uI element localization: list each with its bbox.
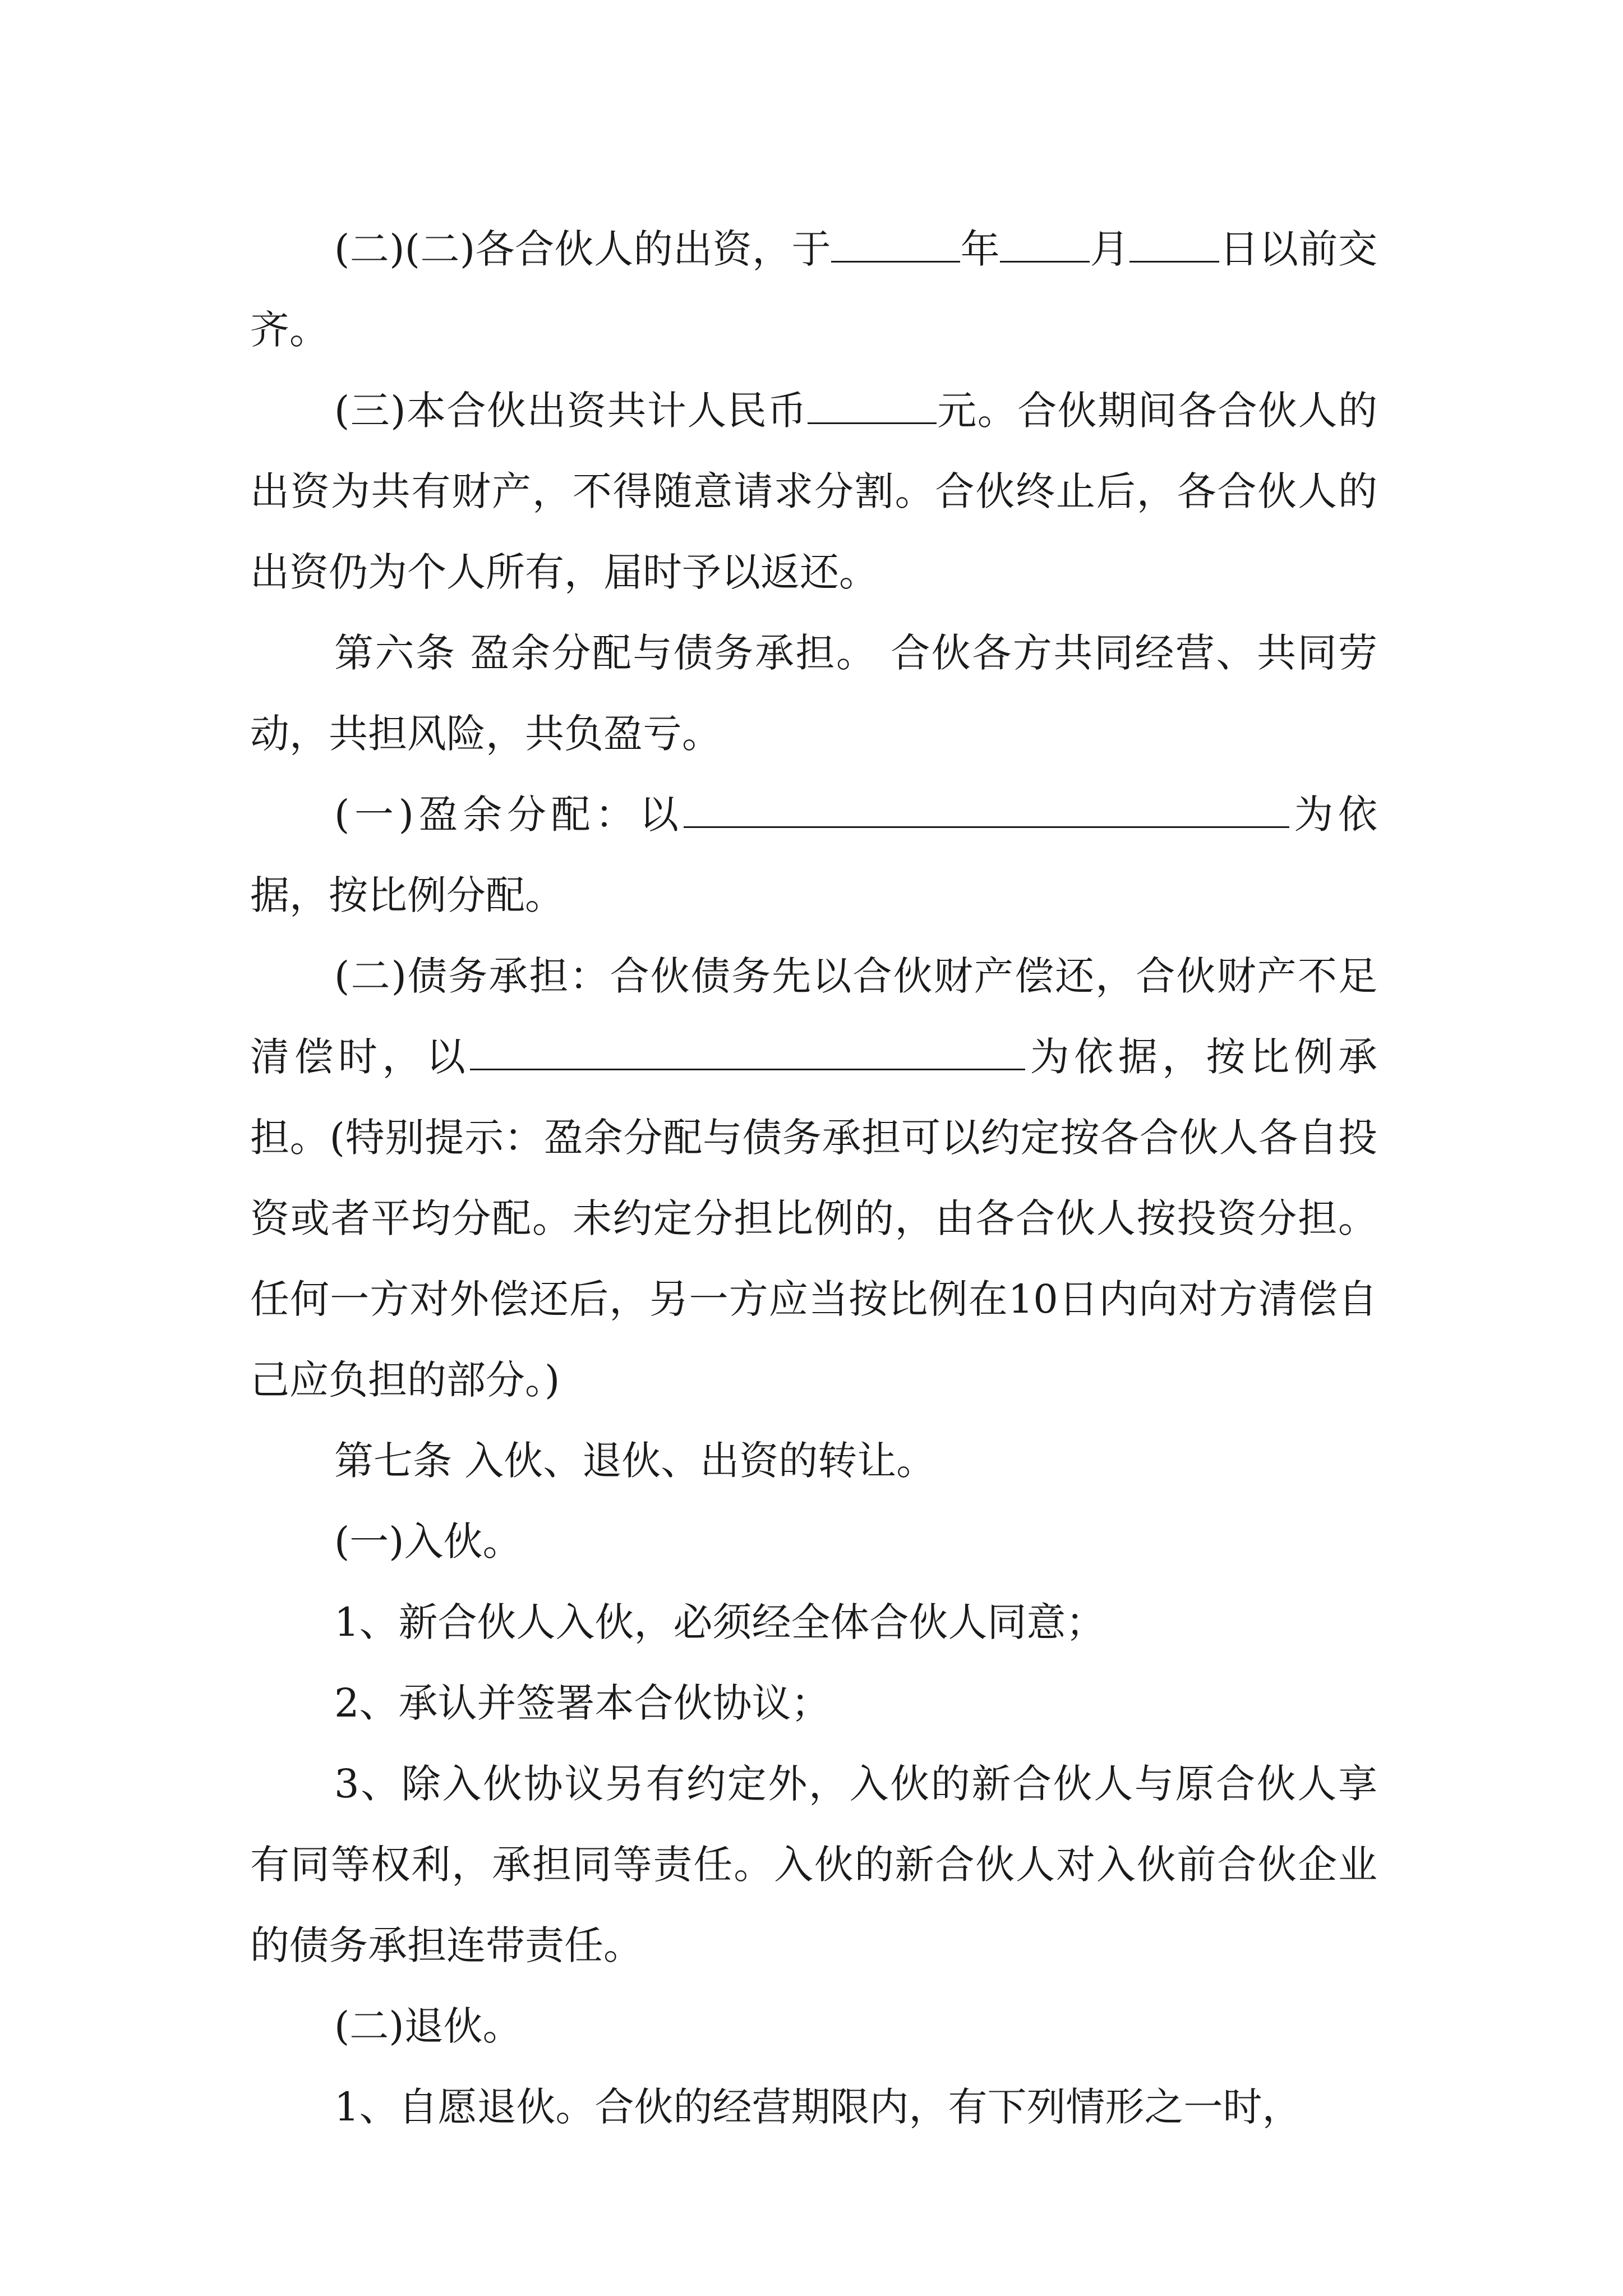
text-segment: 月 [1090, 226, 1130, 272]
withdrawal-item-1: 1、自愿退伙。合伙的经营期限内，有下列情形之一时， [334, 2084, 1302, 2130]
month-blank [1000, 229, 1090, 263]
text-segment: 元。合伙期间各合伙人的出资为共有财产，不得随意请求分割。合伙终止后，各合伙人的出资仍为个人所有，届时予以返还。 [250, 388, 1377, 595]
admission-item-3: 3、除入伙协议另有约定外，入伙的新合伙人与原合伙人享有同等权利，承担同等责任。入伙的新合伙人对入伙前合伙企业的债务承担连带责任。 [250, 1761, 1377, 1968]
article-seven-heading: 第七条 入伙、退伙、出资的转让。 [334, 1438, 936, 1484]
day-blank [1129, 229, 1219, 263]
text-segment: 年 [960, 226, 1000, 272]
text-segment: 为依据，按比例分配。 [250, 792, 1377, 918]
text-segment: 为依据，按比例承担。(特别提示：盈余分配与债务承担可以约定按各合伙人各自投资或者平均分配。未约定分担比例的，由各合伙人按投资分担。任何一方对外偿还后，另一方应当按比例在10日内向对方清偿自己应负担的部分。) [250, 1034, 1378, 1403]
article-six-heading: 第六条 盈余分配与债务承担。 合伙各方共同经营、共同劳动，共担风险，共负盈亏。 [250, 630, 1377, 757]
text-segment: (一)盈余分配：以 [334, 792, 684, 838]
text-segment: (二)(二)各合伙人的出资，于 [334, 226, 832, 272]
paragraph-debt-bearing [250, 936, 1377, 1420]
year-blank [831, 229, 960, 263]
section-withdrawal-heading: (二)退伙。 [334, 2003, 522, 2049]
debt-basis-blank [470, 1037, 1025, 1070]
document-body [250, 209, 1377, 2147]
admission-item-1: 1、新合伙人入伙，必须经全体合伙人同意； [334, 1599, 1105, 1645]
paragraph-capital-deadline [250, 209, 1377, 370]
admission-item-2: 2、承认并签署本合伙协议； [334, 1680, 831, 1726]
profit-basis-blank [684, 795, 1289, 828]
paragraph-profit-distribution [250, 774, 1377, 936]
section-admission-heading: (一)入伙。 [334, 1519, 522, 1565]
text-segment: (三)本合伙出资共计人民币 [334, 388, 808, 434]
amount-blank [808, 391, 937, 424]
text-segment: 日以前交齐。 [250, 226, 1378, 353]
text-segment: (二)债务承担：合伙债务先以合伙财产偿还，合伙财产不足清偿时，以 [250, 953, 1377, 1080]
paragraph-total-capital [250, 370, 1377, 613]
